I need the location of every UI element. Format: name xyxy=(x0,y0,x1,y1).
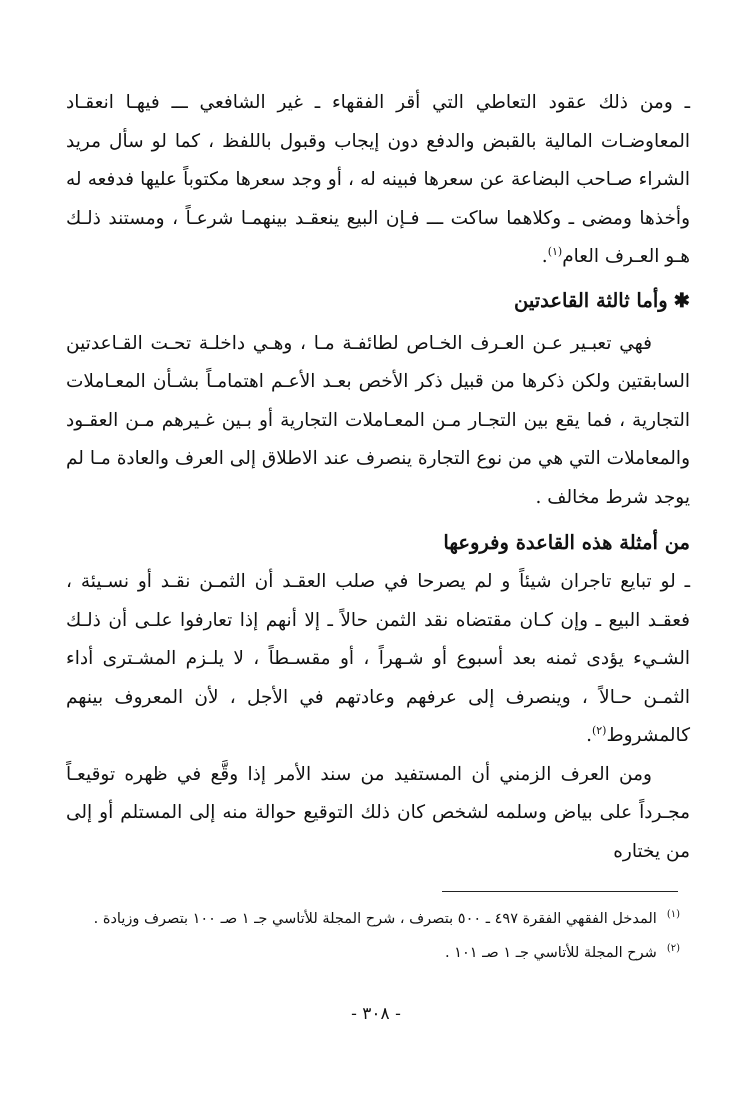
footnote-2 xyxy=(66,934,680,968)
heading-third-rule-text: وأما ثالثة القاعدتين xyxy=(514,288,668,312)
footnote-1-text: المدخل الفقهي الفقرة ٤٩٧ ـ ٥٠٠ بتصرف ، شرح المجلة للأتاسي جـ ١ صـ ١٠٠ بتصرف وزيادة . xyxy=(93,911,657,927)
paragraph-intro xyxy=(66,84,690,277)
footnote-ref-1: (١) xyxy=(547,245,563,258)
paragraph-example-1-text: ـ لو تبايع تاجران شيئاً و لم يصرحا في صلب العقـد أن الثمـن نقـد أو نسـيئة ، فعقـد البيع ـ وإن كـان مقتضاه نقد الثمن حالاً ـ إلا أنهم إذا تعارفوا علـى أن ذلـك الشـيء يؤدى ثمنه بعد أسبوع أو شـهراً ، أو مقسـطاً ، لا يلـزم المشـترى أداء الثمـن حـالاً ، وينصرف إلى عرفهم وعادتهم في الأجل ، لأن المعروف بينهم كالمشروط xyxy=(66,571,690,746)
footnote-2-text: شرح المجلة للأتاسي جـ ١ صـ ١٠١ . xyxy=(444,945,657,961)
main-text xyxy=(66,84,690,871)
footnote-2-mark: (٢) xyxy=(666,943,680,954)
paragraph-third-rule: فهي تعبـير عـن العـرف الخـاص لطائفـة مـا ، وهـي داخلـة تحـت القـاعدتين السابقتين ولكن ذكرها من قبيل ذكر الأخص بعـد الأعـم اهتمامـاً بشـأن المعـاملات التجارية ، فما يقع بين التجـار مـن المعـاملات التجارية أو بـين غـيرهم مـن العقـود والمعاملات التي هي من نوع التجارة ينصرف عند الاطلاق إلى العرف والعادة مـا لم يوجد شرط مخالف . xyxy=(66,332,690,508)
paragraph-intro-end: . xyxy=(541,246,548,267)
paragraph-intro-text: ـ ومن ذلك عقود التعاطي التي أقر الفقهاء ـ غير الشافعي ـــ فيهـا انعقـاد المعاوضـات المالية بالقبض والدفع دون إيجاب وقبول باللفظ ، كما لو سأل مريد الشراء صـاحب البضاعة عن سعرها فبينه له ، أو وجد سعرها مكتوباً عليها فدفعه له وأخذها ومضى ـ وكلاهما ساكت ـــ فـإن البيع ينعقـد بينهمـا شرعـاً ، ومستند ذلـك هـو العـرف العام xyxy=(66,92,690,267)
footnote-ref-2: (٢) xyxy=(591,724,607,737)
page-number: - ٣٠٨ - xyxy=(351,1004,401,1024)
paragraph-example-2: ومن العرف الزمني أن المستفيد من سند الأمر إذا وقَّع في ظهره توقيعـاً مجـرداً على بياض وسلمه لشخص كان ذلك التوقيع حوالة منه إلى المستلم أو إلى من يختاره xyxy=(66,763,690,862)
footnote-1 xyxy=(66,900,680,934)
paragraph-example-1-end: . xyxy=(586,725,592,746)
heading-third-rule xyxy=(66,281,690,321)
footnote-1-mark: (١) xyxy=(666,909,680,920)
footnotes xyxy=(66,900,680,968)
paragraph-example-1 xyxy=(66,563,690,756)
heading-examples: من أمثلة هذه القاعدة وفروعها xyxy=(443,531,690,554)
star-icon: ✱ xyxy=(673,288,690,312)
footnote-divider xyxy=(442,891,678,892)
